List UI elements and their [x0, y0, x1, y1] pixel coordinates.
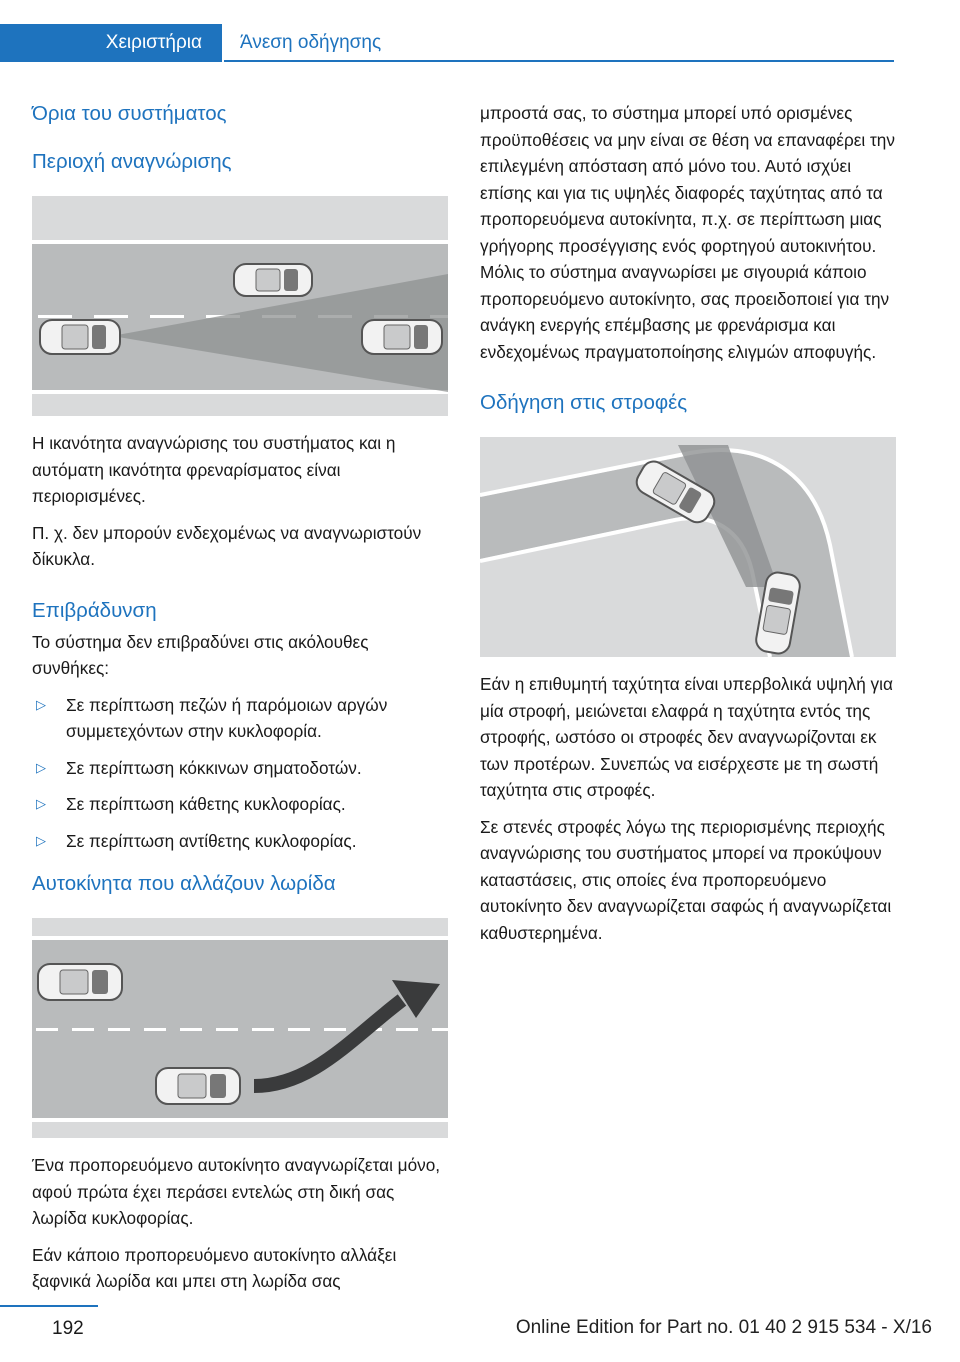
paragraph: Η ικανότητα αναγνώρισης του συστήματος και η αυτόματη ικανότητα φρεναρίσματος είναι περιορισμένες.	[32, 433, 396, 506]
detection-range-illustration	[32, 196, 448, 416]
paragraph: Εάν η επιθυμητή ταχύτητα είναι υπερβολικά υψηλή για μία στροφή, μειώνεται ελαφρά η ταχύτητα εντός της στροφής, ωστόσο οι στροφές δεν αναγνωρίζονται εκ των προτέρων. Συνεπώς να εισέρχεστε με τη σωστή ταχύτητα στις στροφές.	[480, 674, 893, 800]
lane-change-illustration	[32, 918, 448, 1138]
footer-divider	[0, 1305, 98, 1307]
paragraph: μπροστά σας, το σύστημα μπορεί υπό ορισμένες προϋποθέσεις να μην είναι σε θέση να επαναφέρει την επιλεγμένη απόσταση από μόνο του. Αυτό ισχύει επίσης και για τις υψηλές διαφορές ταχύτητας από τα προπορευόμενα αυτοκίνητα, π.χ. σε περίπτωση μιας γρήγορης προσέγγισης ενός φορτηγού αυτοκινήτου. Μόλις το σύστημα αναγνωρίσει με σιγουριά κάποιο προπορευόμενο αυτοκίνητο, σας προειδοποιεί για την ανάγκη ενεργής επέμβασης με φρενάρισμα και ενδεχομένως πραγματοποίησης ελιγμών αποφυγής.	[480, 103, 895, 362]
conditions-list	[32, 692, 448, 855]
section-tab-label: Άνεση οδήγησης	[240, 32, 382, 53]
lane-edge	[32, 240, 448, 244]
left-column	[32, 100, 448, 1305]
paragraph: Το σύστημα δεν επιβραδύνει στις ακόλουθες συνθήκες:	[32, 631, 369, 678]
section-tab-driving-comfort[interactable]	[226, 24, 381, 62]
car-top-view	[362, 320, 442, 354]
page-title: Όρια του συστήματος	[32, 102, 227, 125]
paragraph: Εάν κάποιο προπορευόμενο αυτοκίνητο αλλάξει ξαφνικά λωρίδα και μπει στη λωρίδα σας	[32, 1244, 397, 1291]
section-heading-deceleration: Επιβράδυνση	[32, 598, 157, 622]
list-item: ▷ Σε περίπτωση κάθετης κυκλοφορίας.	[32, 791, 448, 818]
lane-edge	[32, 936, 448, 940]
list-item: ▷ Σε περίπτωση κόκκινων σηματοδοτών.	[32, 755, 448, 782]
paragraph: Π. χ. δεν μπορούν ενδεχομένως να αναγνωριστούν δίκυκλα.	[32, 522, 422, 569]
triangle-bullet-icon: ▷	[36, 759, 46, 775]
curve-driving-illustration	[480, 437, 896, 657]
triangle-bullet-icon: ▷	[36, 696, 46, 712]
own-car-top-view	[40, 320, 120, 354]
paragraph: Σε στενές στροφές λόγω της περιορισμένης περιοχής αναγνώρισης του συστήματος μπορεί να προκύψουν καταστάσεις, στις οποίες ένα προπορευόμενο αυτοκίνητο δεν αναγνωρίζεται σαφώς ή αναγνωρίζεται καθυστερημένα.	[480, 816, 892, 943]
page-number: 192	[52, 1318, 84, 1339]
lane-edge	[32, 390, 448, 394]
header-divider	[224, 60, 894, 62]
edition-note: Online Edition for Part no. 01 40 2 915 534 - X/16	[515, 1317, 932, 1338]
section-tab-controls[interactable]	[0, 24, 222, 62]
list-item: ▷ Σε περίπτωση πεζών ή παρόμοιων αργών συμμετεχόντων στην κυκλοφορία.	[32, 692, 448, 745]
section-heading-lane-change: Αυτοκίνητα που αλλάζουν λωρίδα	[32, 872, 336, 895]
section-heading-curves: Οδήγηση στις στροφές	[480, 391, 688, 414]
paragraph: Ένα προπορευόμενο αυτοκίνητο αναγνωρίζεται μόνο, αφού πρώτα έχει περάσει εντελώς στη δική σας λωρίδα κυκλοφορίας.	[32, 1155, 441, 1228]
list-item: ▷ Σε περίπτωση αντίθετης κυκλοφορίας.	[32, 828, 448, 855]
section-heading-detection-range: Περιοχή αναγνώρισης	[32, 150, 232, 173]
lane-edge	[32, 1118, 448, 1122]
triangle-bullet-icon: ▷	[36, 796, 46, 811]
car-top-view	[234, 264, 312, 296]
right-column	[480, 100, 896, 956]
triangle-bullet-icon: ▷	[36, 832, 46, 848]
car-top-view	[38, 964, 122, 1000]
section-tab-label: Χειριστήρια	[105, 32, 202, 53]
car-top-view	[156, 1068, 240, 1104]
page-header	[0, 0, 960, 64]
